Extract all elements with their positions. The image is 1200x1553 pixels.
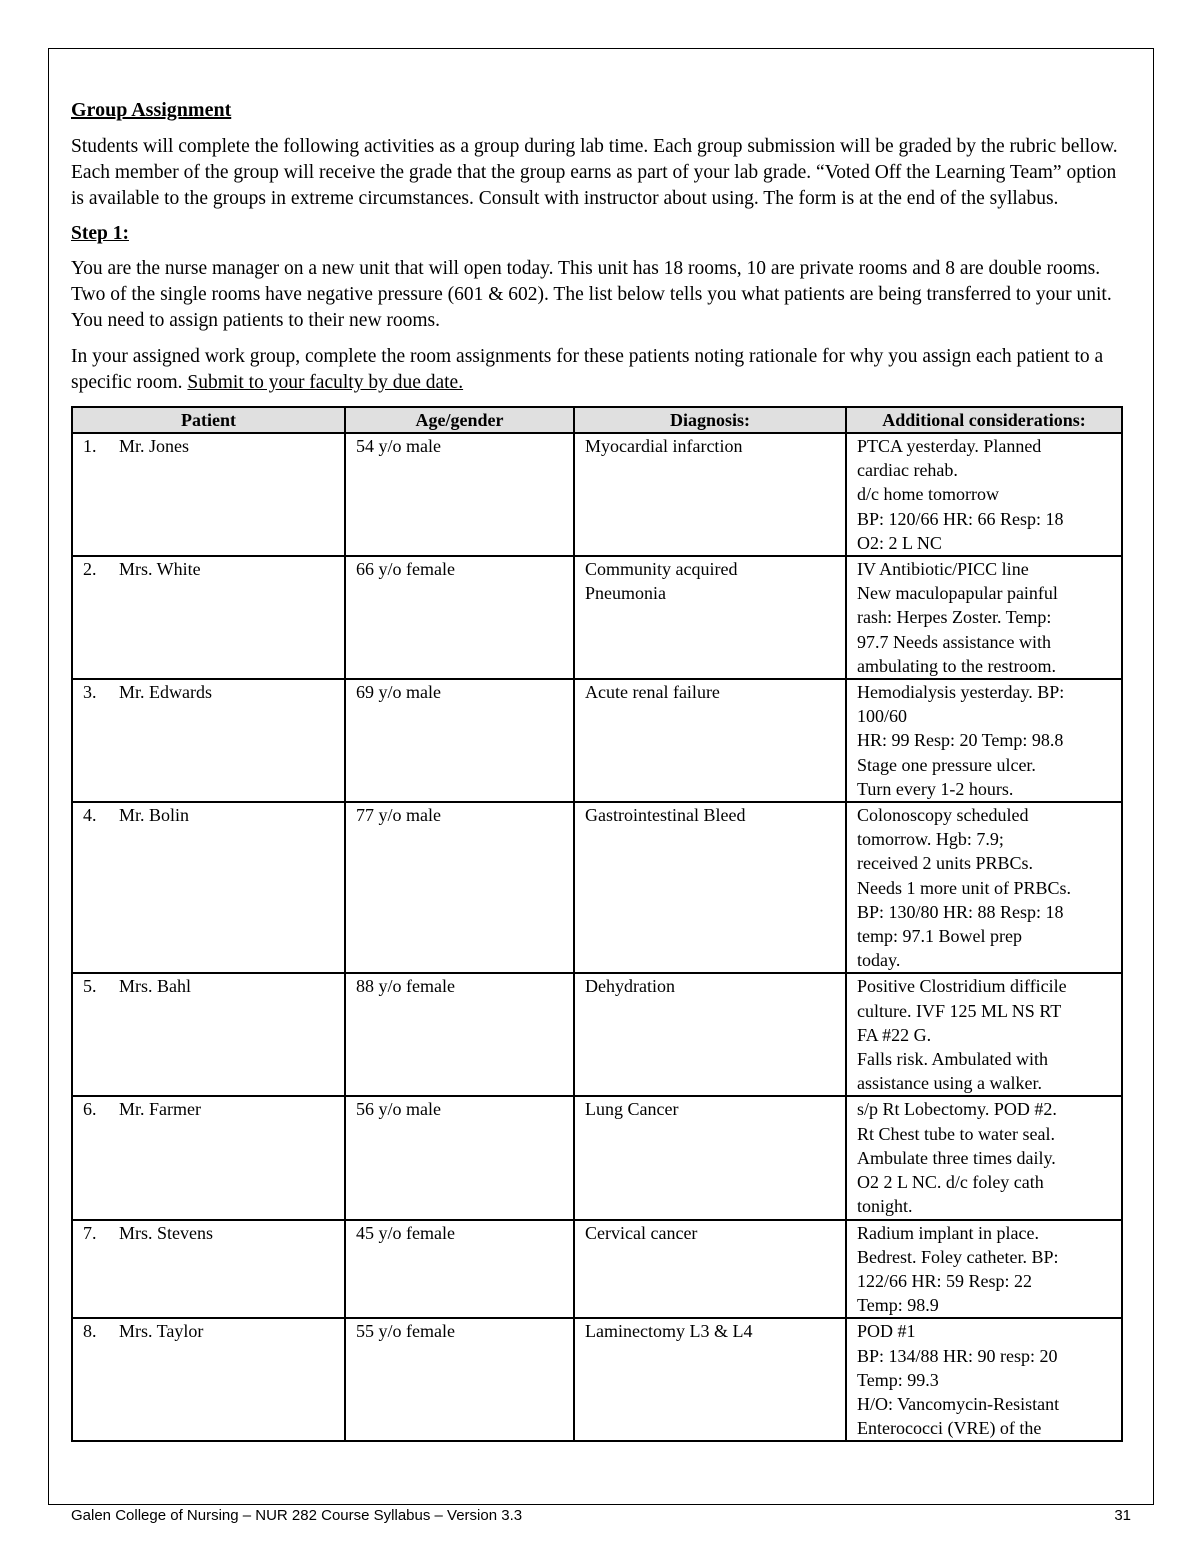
table-row [72, 433, 1122, 556]
column-header: Additional considerations: [846, 407, 1122, 433]
consideration-line: temp: 97.1 Bowel prep [857, 926, 1022, 947]
patient-cell [72, 1220, 345, 1319]
diagnosis-line: Community acquired [585, 559, 738, 580]
patient-name: Mrs. White [119, 559, 201, 580]
consideration-line: Colonoscopy scheduled [857, 805, 1029, 826]
considerations-cell [846, 1220, 1122, 1319]
page-title: Group Assignment [71, 99, 232, 121]
consideration-line: Ambulate three times daily. [857, 1147, 1056, 1168]
row-number: 3. [83, 682, 97, 703]
row-number: 5. [83, 976, 97, 997]
consideration-line: Temp: 99.3 [857, 1369, 939, 1390]
patient-cell [72, 433, 345, 556]
considerations-cell [846, 802, 1122, 973]
consideration-line: BP: 134/88 HR: 90 resp: 20 [857, 1345, 1058, 1366]
age-gender-cell: 54 y/o male [345, 433, 574, 556]
consideration-line: Radium implant in place. [857, 1222, 1039, 1243]
age-gender-cell: 66 y/o female [345, 556, 574, 679]
consideration-line: Bedrest. Foley catheter. BP: [857, 1246, 1059, 1267]
patient-cell [72, 802, 345, 973]
consideration-line: BP: 130/80 HR: 88 Resp: 18 [857, 901, 1064, 922]
patient-cell [72, 679, 345, 802]
consideration-line: Temp: 98.9 [857, 1295, 939, 1316]
consideration-line: ambulating to the restroom. [857, 655, 1056, 676]
consideration-line: Hemodialysis yesterday. BP: [857, 682, 1065, 703]
row-number: 2. [83, 559, 97, 580]
intro-paragraph: Students will complete the following activities as a group during lab time. Each group submission will be graded by the rubric bellow. Each member of the group will receive the grade that the group earns as part of your lab grade. “Voted Off the Learning Team” option is available to the groups in extreme circumstances. Consult with instructor about using. The form is at the end of the syllabus. [71, 136, 1118, 209]
age-gender-cell: 56 y/o male [345, 1096, 574, 1219]
consideration-line: Needs 1 more unit of PRBCs. [857, 877, 1071, 898]
row-number: 1. [83, 436, 97, 456]
patient-table [71, 406, 1123, 1442]
column-header: Age/gender [345, 407, 574, 433]
diagnosis-line: Lung Cancer [585, 1099, 679, 1120]
table-header-row [72, 407, 1122, 433]
consideration-line: Turn every 1-2 hours. [857, 778, 1014, 799]
patient-cell [72, 556, 345, 679]
consideration-line: BP: 120/66 HR: 66 Resp: 18 [857, 508, 1064, 529]
table-row [72, 802, 1122, 973]
diagnosis-cell [574, 973, 846, 1096]
consideration-line: FA #22 G. [857, 1024, 932, 1045]
patient-cell [72, 1318, 345, 1441]
row-number: 8. [83, 1321, 97, 1342]
considerations-cell [846, 556, 1122, 679]
diagnosis-cell [574, 556, 846, 679]
diagnosis-line: Dehydration [585, 976, 675, 997]
consideration-line: s/p Rt Lobectomy. POD #2. [857, 1099, 1057, 1120]
diagnosis-line: Gastrointestinal Bleed [585, 805, 746, 826]
patient-name: Mr. Jones [119, 436, 190, 456]
patient-name: Mrs. Stevens [119, 1222, 213, 1243]
diagnosis-line: Pneumonia [585, 583, 666, 604]
consideration-line: New maculopapular painful [857, 583, 1058, 604]
diagnosis-cell [574, 1096, 846, 1219]
considerations-cell [846, 1318, 1122, 1441]
consideration-line: Enterococci (VRE) of the [857, 1418, 1042, 1439]
patient-name: Mr. Bolin [119, 805, 190, 826]
considerations-cell [846, 433, 1122, 556]
instruction-text: In your assigned work group, complete the room assignments for these patients noting rationale for why you assign each patient to a specific room. [71, 346, 1104, 393]
consideration-line: rash: Herpes Zoster. Temp: [857, 607, 1052, 628]
consideration-line: culture. IVF 125 ML NS RT [857, 1000, 1062, 1021]
diagnosis-cell [574, 1220, 846, 1319]
consideration-line: received 2 units PRBCs. [857, 853, 1033, 874]
step-label: Step 1: [71, 223, 129, 244]
footer-text: Galen College of Nursing – NUR 282 Course Syllabus – Version 3.3 [71, 1507, 523, 1524]
consideration-line: IV Antibiotic/PICC line [857, 559, 1029, 580]
consideration-line: d/c home tomorrow [857, 484, 999, 505]
patient-name: Mr. Edwards [119, 682, 212, 703]
table-row [72, 556, 1122, 679]
consideration-line: tonight. [857, 1196, 913, 1217]
consideration-line: POD #1 [857, 1321, 916, 1342]
row-number: 4. [83, 805, 97, 826]
diagnosis-line: Cervical cancer [585, 1222, 698, 1243]
page-footer [71, 1505, 1131, 1527]
row-number: 7. [83, 1222, 97, 1243]
age-gender-cell: 55 y/o female [345, 1318, 574, 1441]
age-gender-cell: 69 y/o male [345, 679, 574, 802]
scenario-paragraph: You are the nurse manager on a new unit that will open today. This unit has 18 rooms, 10 are private rooms and 8 are double rooms. Two of the single rooms have negative pressure (601 & 602). The list below tells you what patients are being transferred to your unit. You need to assign patients to their new rooms. [71, 258, 1112, 331]
instruction-paragraph [71, 344, 1123, 396]
diagnosis-line: Myocardial infarction [585, 436, 743, 456]
diagnosis-cell [574, 802, 846, 973]
consideration-line: today. [857, 950, 901, 971]
table-row [72, 1220, 1122, 1319]
patient-name: Mr. Farmer [119, 1099, 201, 1120]
diagnosis-line: Acute renal failure [585, 682, 720, 703]
submission-note: Submit to your faculty by due date. [187, 372, 464, 393]
consideration-line: cardiac rehab. [857, 460, 958, 481]
patient-name: Mrs. Taylor [119, 1321, 204, 1342]
patient-name: Mrs. Bahl [119, 976, 191, 997]
table-body [72, 433, 1122, 1441]
consideration-line: O2 2 L NC. d/c foley cath [857, 1172, 1044, 1193]
consideration-line: 122/66 HR: 59 Resp: 22 [857, 1270, 1033, 1291]
diagnosis-cell [574, 1318, 846, 1441]
consideration-line: HR: 99 Resp: 20 Temp: 98.8 [857, 730, 1064, 751]
consideration-line: Falls risk. Ambulated with [857, 1049, 1048, 1070]
consideration-line: Stage one pressure ulcer. [857, 754, 1036, 775]
consideration-line: O2: 2 L NC [857, 532, 942, 553]
page-number: 31 [1114, 1507, 1131, 1524]
age-gender-cell: 45 y/o female [345, 1220, 574, 1319]
consideration-line: 97.7 Needs assistance with [857, 631, 1051, 652]
considerations-cell [846, 973, 1122, 1096]
patient-cell [72, 1096, 345, 1219]
row-number: 6. [83, 1099, 97, 1120]
diagnosis-line: Laminectomy L3 & L4 [585, 1321, 753, 1342]
diagnosis-cell [574, 433, 846, 556]
patient-cell [72, 973, 345, 1096]
column-header: Patient [72, 407, 345, 433]
age-gender-cell: 77 y/o male [345, 802, 574, 973]
column-header: Diagnosis: [574, 407, 846, 433]
table-row [72, 973, 1122, 1096]
consideration-line: tomorrow. Hgb: 7.9; [857, 829, 1004, 850]
consideration-line: Rt Chest tube to water seal. [857, 1123, 1055, 1144]
age-gender-cell: 88 y/o female [345, 973, 574, 1096]
consideration-line: H/O: Vancomycin-Resistant [857, 1393, 1060, 1414]
consideration-line: PTCA yesterday. Planned [857, 436, 1042, 456]
diagnosis-cell [574, 679, 846, 802]
consideration-line: Positive Clostridium difficile [857, 976, 1067, 997]
consideration-line: 100/60 [857, 706, 908, 727]
considerations-cell [846, 1096, 1122, 1219]
document-content [71, 98, 1123, 1442]
table-row [72, 1318, 1122, 1441]
considerations-cell [846, 679, 1122, 802]
consideration-line: assistance using a walker. [857, 1073, 1042, 1094]
table-row [72, 1096, 1122, 1219]
table-row [72, 679, 1122, 802]
